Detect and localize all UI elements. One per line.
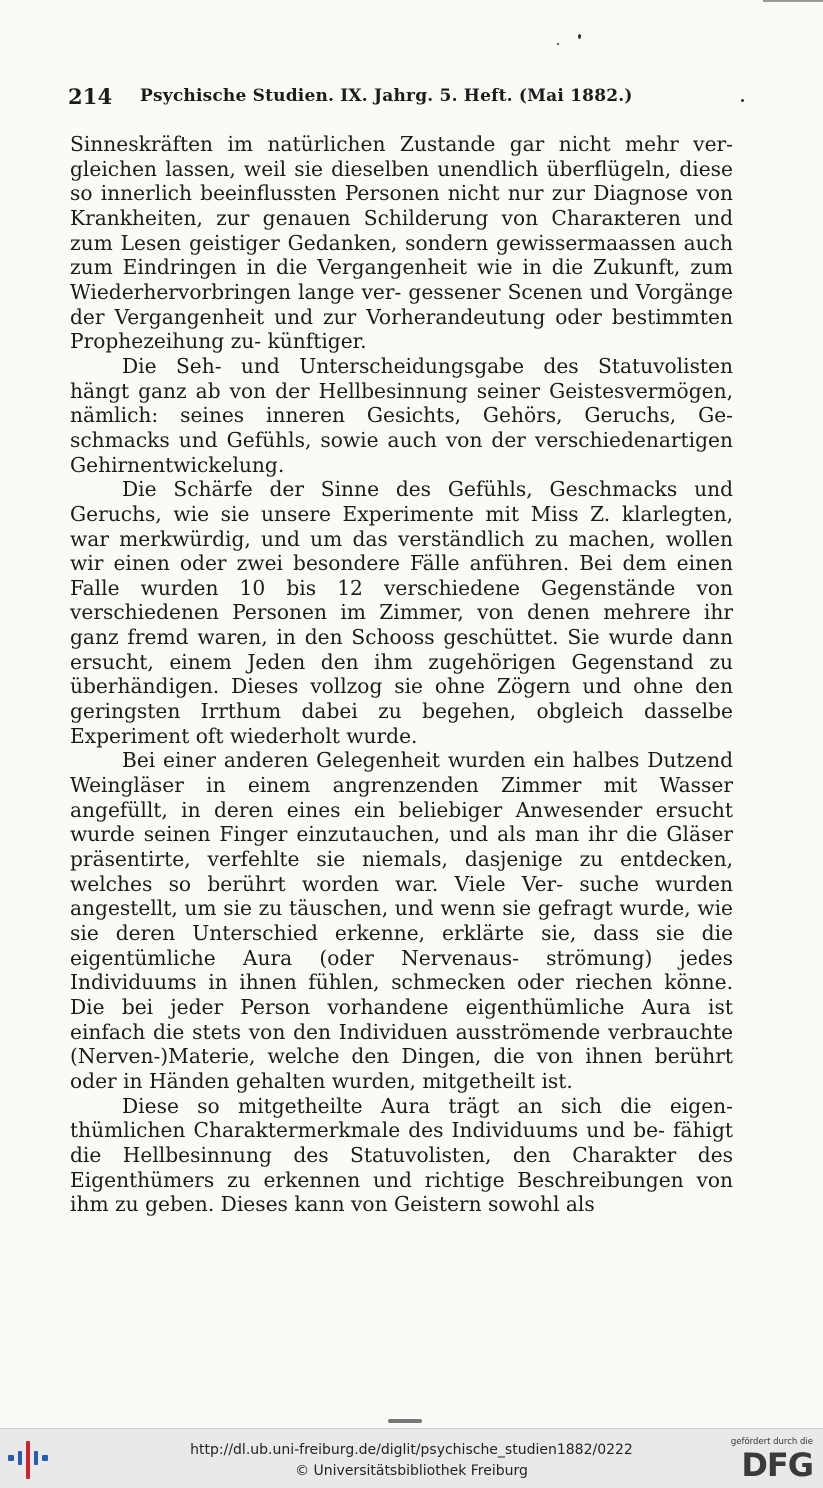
text-line: einen Falle wurden 10 bis 12 verschiedene Gegenstände: [70, 551, 734, 600]
text-line: Sinneskräften im natürlichen Zustande gar nicht mehr ver-: [70, 132, 733, 156]
text-line: diese so innerlich beeinflussten Personen nicht nur zur: [70, 156, 733, 206]
text-line: gleichen lassen, weil sie dieselben unendlich überflügeln,: [70, 156, 672, 181]
text-line: schmacks und Gefühls, sowie auch von der verschiedenartigen: [70, 427, 733, 452]
footer-copyright: © Universitätsbibliothek Freiburg: [295, 1463, 528, 1479]
dfg-logo: [730, 1437, 813, 1484]
paragraph: [70, 1094, 733, 1217]
paragraph: [70, 132, 733, 354]
text-line: thümlichen Charaktermerkmale des Individuums und be-: [70, 1118, 665, 1143]
text-line: obgleich dasselbe Experiment oft wiederholt wurde.: [70, 699, 733, 748]
text-line: von verschiedenen Personen im Zimmer, von denen mehrere: [70, 575, 733, 625]
dfg-note: gefördert durch die: [730, 1437, 813, 1447]
paragraph: [70, 477, 733, 748]
text-line: ersucht wurde seinen Finger einzutauchen, und als man: [70, 797, 733, 847]
text-line: gefragt wurde, wie sie deren Unterschied erkenne, erklärte: [70, 896, 733, 945]
text-line: zur Vorherandeutung oder bestimmten Prophezeihung zu-: [70, 304, 733, 354]
text-line: oder riechen könne. Die bei jeder Person vorhandene: [70, 970, 733, 1019]
paragraph: [70, 748, 733, 1093]
text-line: Die Schärfe der Sinne des Gefühls, Geschmacks und: [122, 477, 733, 502]
text-line: Wasser angefüllt, in deren eines ein beliebiger Anwesender: [70, 773, 734, 822]
text-line: wurden, mitgetheilt ist.: [331, 1068, 573, 1093]
text-line: eigenthümliche Aura ist einfach die stets von den Individuen: [70, 994, 733, 1044]
text-line: des Eigenthümers zu erkennen und richtige Beschreibungen: [70, 1142, 734, 1192]
text-line: gessener Scenen und Vorgänge der Vergangenheit und: [70, 279, 734, 329]
text-line: wir einen oder zwei besondere Fälle anführen. Bei dem: [70, 551, 667, 576]
page-number: 214: [68, 84, 113, 109]
ink-speck: [557, 43, 559, 45]
footer-bar: [0, 1428, 823, 1488]
text-line: strömung) jedes Individuums in ihnen fühlen, schmecken: [70, 945, 733, 995]
text-line: Dutzend Weingläser in einem angrenzenden Zimmer mit: [70, 748, 733, 798]
text-line: ihr die Gläser präsentirte, verfehlte sie niemals, dasjenige: [70, 822, 733, 872]
text-line: Bei einer anderen Gelegenheit wurden ein halbes: [122, 748, 640, 773]
text-line: suche wurden angestellt, um sie zu täuschen, und wenn sie: [70, 871, 734, 921]
text-line: von ihm zu geben. Dieses kann von Geistern sowohl als: [70, 1167, 734, 1217]
text-line: gewissermaassen auch zum Eindringen in die Vergangenheit: [70, 230, 733, 280]
dfg-mark: DFG: [741, 1446, 813, 1484]
text-line: fähigt die Hellbesinnung des Statuvolisten, den Charakter: [70, 1118, 734, 1167]
text-line: Dingen, die von ihnen berührt oder in Händen gehalten: [70, 1044, 734, 1093]
text-line: ausströmende verbrauchte (Nerven-)Materie, welche den: [70, 1019, 734, 1069]
text-line: Gegenstand zu überhändigen. Dieses vollzog sie ohne: [70, 649, 734, 699]
body-text: [70, 132, 733, 1217]
text-line: Gehirnentwickelung.: [70, 452, 285, 477]
paragraph: [70, 354, 733, 477]
text-line: wurde dann ersucht, einem Jeden den ihm zugehörigen: [70, 625, 733, 674]
text-line: Die Seh- und Unterscheidungsgabe des Statuvolisten: [122, 353, 733, 378]
scan-smudge: [388, 1419, 422, 1423]
text-line: künftiger.: [267, 329, 367, 354]
text-line: Diagnose von Krankheiten, zur genauen Schilderung von: [70, 181, 733, 230]
text-line: Zögern und ohne den geringsten Irrthum dabei zu begehen,: [70, 674, 734, 724]
text-line: sie, dass sie die eigentümliche Aura (oder Nervenaus-: [70, 921, 734, 970]
text-line: Diese so mitgetheilte Aura trägt an sich die eigen-: [122, 1093, 733, 1118]
text-line: war merkwürdig, und um das verständlich zu machen, wollen: [70, 526, 733, 551]
text-line: ihr ganz fremd waren, in den Schooss geschüttet. Sie: [70, 600, 733, 650]
top-edge-rule: [763, 0, 823, 2]
text-line: Charaкteren und zum Lesen geistiger Gedanken, sondern: [70, 205, 733, 255]
text-line: wie in die Zukunft, zum Wiederhervorbringen lange ver-: [70, 255, 733, 304]
text-line: Geruchs, wie sie unsere Experimente mit Miss Z. klarlegten,: [70, 501, 733, 526]
text-line: nämlich: seines inneren Gesichts, Gehörs, Geruchs, Ge-: [70, 403, 733, 428]
text-line: zu entdecken, welches so berührt worden war. Viele Ver-: [70, 847, 734, 896]
footer-url[interactable]: http://dl.ub.uni-freiburg.de/diglit/psychische_studien1882/0222: [190, 1442, 633, 1458]
running-head: Psychische Studien. IX. Jahrg. 5. Heft. (Mai 1882.): [140, 86, 633, 106]
page-header: [68, 86, 748, 112]
ink-speck: [578, 34, 581, 39]
text-line: hängt ganz ab von der Hellbesinnung seiner Geistesvermögen,: [70, 378, 733, 403]
